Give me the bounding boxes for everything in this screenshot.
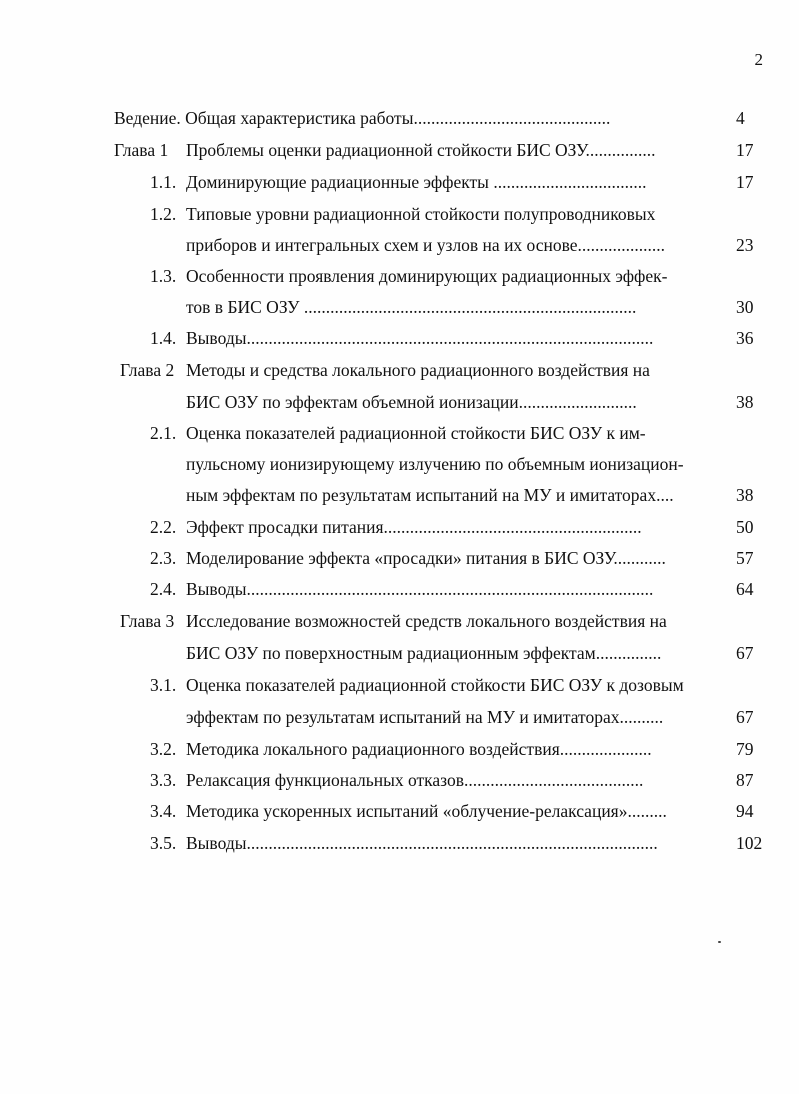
toc-label: 1.4. <box>150 328 177 348</box>
toc-entry-text: Методы и средства локального радиационного воздействия на <box>186 360 650 380</box>
page-number: 2 <box>754 50 763 69</box>
toc-entry-text: Релаксация функциональных отказов......................................... <box>186 770 644 790</box>
toc-entry-text: Доминирующие радиационные эффекты ................................... <box>186 172 647 192</box>
toc-line <box>114 799 794 823</box>
toc-label: 3.1. <box>150 675 177 695</box>
toc-line <box>114 138 794 162</box>
toc-page-number: 23 <box>736 235 754 255</box>
toc-page-number: 50 <box>736 517 754 537</box>
toc-line <box>114 483 794 507</box>
toc-entry-text: Выводы............................................................................................. <box>186 328 654 348</box>
toc-page-number: 102 <box>736 833 763 853</box>
toc-page-number: 38 <box>736 392 754 412</box>
toc-line <box>114 358 794 382</box>
toc-entry-text: Исследование возможностей средств локального воздействия на <box>186 611 667 631</box>
toc-line <box>114 768 794 792</box>
toc-page-number: 38 <box>736 485 754 505</box>
toc-entry-text: Проблемы оценки радиационной стойкости БИС ОЗУ................ <box>186 140 656 160</box>
toc-line <box>114 577 794 601</box>
toc-line <box>114 831 794 855</box>
toc-line <box>114 546 794 570</box>
toc-entry-text: Методика ускоренных испытаний «облучение-релаксация»......... <box>186 801 667 821</box>
toc-entry-text: Моделирование эффекта «просадки» питания в БИС ОЗУ............ <box>186 548 666 568</box>
toc-label: Глава 2 <box>120 360 175 380</box>
toc-page-number: 67 <box>736 707 754 727</box>
toc-entry-text: Особенности проявления доминирующих радиационных эффек- <box>186 266 668 286</box>
toc-line <box>114 673 794 697</box>
toc-page-number: 67 <box>736 643 754 663</box>
scan-speck <box>718 941 721 943</box>
toc-page-number: 94 <box>736 801 754 821</box>
toc-label: 3.5. <box>150 833 177 853</box>
toc-label: 1.2. <box>150 204 177 224</box>
toc-entry-text: Выводы............................................................................................. <box>186 579 654 599</box>
toc-page-number: 17 <box>736 172 754 192</box>
toc-label: 3.3. <box>150 770 177 790</box>
toc-entry-text: Выводы.............................................................................................. <box>186 833 658 853</box>
toc-entry-text: пульсному ионизирующему излучению по объемным ионизацион- <box>186 454 684 474</box>
toc-page-number: 57 <box>736 548 754 568</box>
toc-label: 2.4. <box>150 579 177 599</box>
toc-label: 2.1. <box>150 423 177 443</box>
toc-line <box>114 421 794 445</box>
toc-page-number: 64 <box>736 579 754 599</box>
toc-label: 2.3. <box>150 548 177 568</box>
toc-page-number: 36 <box>736 328 754 348</box>
toc-line <box>114 202 794 226</box>
toc-entry-text: Типовые уровни радиационной стойкости полупроводниковых <box>186 204 656 224</box>
toc-line <box>114 737 794 761</box>
toc-entry-text: Эффект просадки питания........................................................... <box>186 517 642 537</box>
toc-line <box>114 106 774 130</box>
toc-page-number: 87 <box>736 770 754 790</box>
toc-line <box>114 390 794 414</box>
toc-label: 3.4. <box>150 801 177 821</box>
toc-entry-text: Оценка показателей радиационной стойкости БИС ОЗУ к дозовым <box>186 675 684 695</box>
toc-line <box>114 295 794 319</box>
toc-line <box>114 641 794 665</box>
toc-label: 1.1. <box>150 172 177 192</box>
toc-label: 3.2. <box>150 739 177 759</box>
toc-page-number: 4 <box>736 108 745 128</box>
toc-page-number: 17 <box>736 140 754 160</box>
toc-line <box>114 705 794 729</box>
toc-line <box>114 170 794 194</box>
toc-entry-text: БИС ОЗУ по эффектам объемной ионизации........................... <box>186 392 637 412</box>
toc-label: 2.2. <box>150 517 177 537</box>
toc-line <box>114 515 794 539</box>
toc-page-number: 79 <box>736 739 754 759</box>
toc-entry-text: БИС ОЗУ по поверхностным радиационным эффектам............... <box>186 643 662 663</box>
toc-label: 1.3. <box>150 266 177 286</box>
toc-line <box>114 452 794 476</box>
toc-entry-text: Ведение. Общая характеристика работы............................................. <box>114 108 611 128</box>
toc-entry-text: Оценка показателей радиационной стойкости БИС ОЗУ к им- <box>186 423 646 443</box>
toc-entry-text: эффектам по результатам испытаний на МУ и имитаторах.......... <box>186 707 664 727</box>
toc-entry-text: приборов и интегральных схем и узлов на их основе.................... <box>186 235 666 255</box>
toc-line <box>114 264 794 288</box>
toc-line <box>114 609 794 633</box>
toc-label: Глава 1 <box>114 140 169 160</box>
toc-entry-text: ным эффектам по результатам испытаний на МУ и имитаторах.... <box>186 485 674 505</box>
toc-page-number: 30 <box>736 297 754 317</box>
toc-label: Глава 3 <box>120 611 175 631</box>
toc-line <box>114 326 794 350</box>
toc-line <box>114 233 794 257</box>
toc-entry-text: Методика локального радиационного воздействия..................... <box>186 739 652 759</box>
toc-entry-text: тов в БИС ОЗУ ............................................................................ <box>186 297 637 317</box>
